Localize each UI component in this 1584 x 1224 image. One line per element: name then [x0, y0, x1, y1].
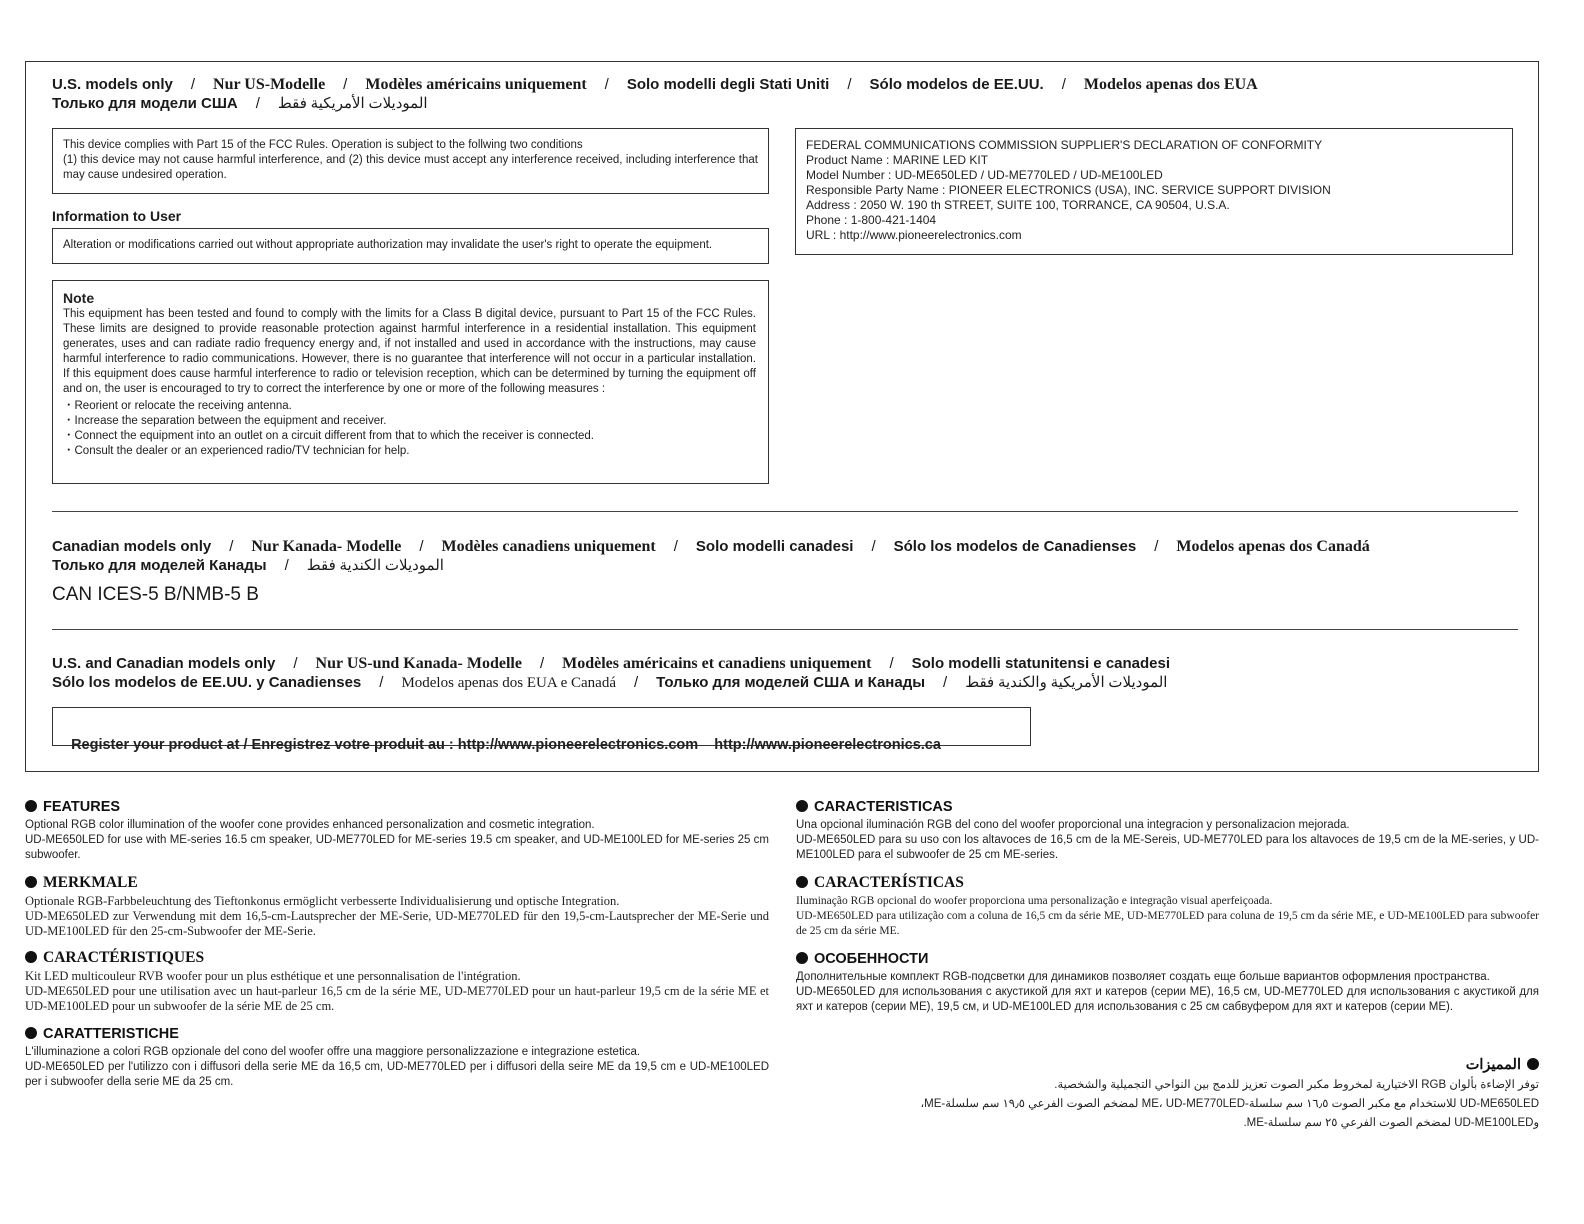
- us-label-it: Solo modelli degli Stati Uniti: [626, 76, 830, 93]
- section-text: توفر الإضاءة بألوان RGB الاختيارية لمخروط مكبر الصوت تعزيز للدمج بين النواحي التجميلية والشخصية.: [1054, 1079, 1539, 1091]
- usca-models-header-line1: [52, 654, 1170, 673]
- register-product-box: [52, 707, 1031, 753]
- bullet-dot-icon: [796, 952, 808, 964]
- ca-label-de: Nur Kanada- Modelle: [251, 538, 402, 555]
- ca-label-fr: Modèles canadiens uniquement: [441, 538, 656, 555]
- section-text: UD-ME650LED para su uso con los altavoces de 16,5 cm de la ME-Sereis, UD-ME770LED para los altavoces de 19,5 cm de la ME-series, y UD-ME100LED para el subwoofer de 25 cm ME-series.: [796, 834, 1539, 861]
- features-fr: [25, 949, 769, 1014]
- section-text: وUD-ME100LED لمضخم الصوت الفرعي ٢٥ سم سلسلة-ME.: [1243, 1117, 1539, 1129]
- section-title: CARACTÉRISTIQUES: [43, 949, 205, 966]
- separator: /: [1061, 76, 1066, 93]
- ca-models-header-line2: [52, 556, 444, 576]
- section-title: CARACTERISTICAS: [814, 799, 953, 815]
- separator: /: [343, 76, 348, 93]
- ices-compliance-label: CAN ICES-5 B/NMB-5 B: [52, 584, 259, 605]
- separator: /: [190, 76, 196, 93]
- usca-label-it: Solo modelli statunitensi e canadesi: [911, 655, 1171, 672]
- note-box: [52, 280, 769, 484]
- section-text: Дополнительные комплект RGB-подсветки для динамиков позволяет создать еще больше вариантов оформления пространства.: [796, 971, 1490, 983]
- sdoc-responsible-party: Responsible Party Name : PIONEER ELECTRONICS (USA), INC. SERVICE SUPPORT DIVISION: [806, 183, 1331, 197]
- usca-label-ru: Только для моделей США и Канады: [656, 674, 926, 691]
- us-label-es: Sólo modelos de EE.UU.: [869, 76, 1044, 93]
- bullet-dot-icon: [1527, 1058, 1539, 1070]
- usca-label-pt: Modelos apenas dos EUA e Canadá: [401, 675, 616, 691]
- section-text: UD-ME650LED для использования с акустикой для яхт и катеров (серии ME), 16,5 см, UD-ME770LED для использования с акустикой для яхт и катеров (серии ME), 19,5 см, и UD-ME100LED для использования с 25 см сабвуфером для яхт и катеров (серии ME).: [796, 986, 1539, 1013]
- section-title: MERKMALE: [43, 874, 138, 891]
- features-de: [25, 874, 769, 939]
- features-pt: [796, 874, 1539, 939]
- features-es: [796, 798, 1539, 863]
- separator: /: [255, 95, 260, 112]
- separator: /: [419, 538, 424, 555]
- sdoc-product-name: Product Name : MARINE LED KIT: [806, 153, 989, 167]
- fcc-compliance-box: [52, 128, 769, 194]
- us-label-ar: الموديلات الأمريكية فقط: [277, 96, 428, 112]
- separator: /: [284, 557, 289, 574]
- section-text: UD-ME650LED pour une utilisation avec un haut-parleur 16,5 cm de la série ME, UD-ME770LED pour un haut-parleur 19,5 cm de la série ME et UD-ME100LED pour un subwoofer de la série ME de 25 cm.: [25, 984, 769, 1013]
- section-text: UD-ME650LED for use with ME-series 16.5 cm speaker, UD-ME770LED for ME-series 19.5 cm speaker, and UD-ME100LED for ME-series 25 cm subwoofer.: [25, 834, 769, 861]
- section-text: UD-ME650LED zur Verwendung mit dem 16,5-cm-Lautsprecher der ME-Serie, UD-ME770LED für den 19,5-cm-Lautsprecher der ME-Serie und UD-ME100LED für den 25-cm-Subwoofer der ME-Serie.: [25, 909, 769, 938]
- features-en: [25, 798, 769, 863]
- section-text: L'illuminazione a colori RGB opzionale del cono del woofer offre una maggiore personalizzazione e integrazione estetica.: [25, 1046, 641, 1058]
- ca-label-pt: Modelos apenas dos Canadá: [1176, 538, 1370, 555]
- ca-label-it: Solo modelli canadesi: [695, 538, 854, 555]
- usca-label-en: U.S. and Canadian models only: [52, 655, 276, 672]
- section-text: Optionale RGB-Farbbeleuchtung des Tieftonkonus ermöglicht verbesserte Individualisierung und optische Integration.: [25, 894, 620, 908]
- bullet-dot-icon: [25, 876, 37, 888]
- us-models-header-line2: [52, 94, 428, 114]
- us-label-en: U.S. models only: [52, 76, 173, 93]
- us-label-de: Nur US-Modelle: [213, 76, 326, 93]
- divider: [52, 511, 1518, 512]
- section-title: CARACTERÍSTICAS: [814, 874, 964, 891]
- ca-models-header-line1: [52, 537, 1370, 556]
- note-measure-item: ・ Increase the separation between the equipment and receiver.: [63, 414, 756, 429]
- section-text: UD-ME650LED per l'utilizzo con i diffusori della serie ME da 16,5 cm, UD-ME770LED per i diffusori della seire ME da 19,5 cm e UD-ME100LED per i subwoofer della serie ME da 25 cm.: [25, 1061, 769, 1088]
- bullet-dot-icon: [25, 800, 37, 812]
- note-measure-item: ・ Connect the equipment into an outlet on a circuit different from that to which the receiver is connected.: [63, 429, 756, 444]
- us-models-header-line1: [52, 75, 1258, 94]
- note-measure-item: ・ Reorient or relocate the receiving antenna.: [63, 399, 756, 414]
- section-title: المميزات: [1465, 1057, 1521, 1073]
- separator: /: [229, 538, 234, 555]
- separator: /: [604, 76, 609, 93]
- fcc-text-line1: This device complies with Part 15 of the FCC Rules. Operation is subject to the follwing two conditions: [63, 139, 583, 151]
- register-product-link[interactable]: Register your product at / Enregistrez votre produit au : http://www.pioneerelectronics.com http://www.pioneerelectronics.ca: [71, 737, 941, 753]
- features-ar: [796, 1056, 1539, 1133]
- ca-label-ru: Только для моделей Канады: [52, 557, 267, 574]
- usca-label-fr: Modèles américains et canadiens uniquement: [562, 655, 872, 672]
- section-text: Optional RGB color illumination of the woofer cone provides enhanced personalization and cosmetic integration.: [25, 819, 595, 831]
- sdoc-box: [795, 128, 1513, 255]
- bullet-dot-icon: [25, 951, 37, 963]
- sdoc-model-number: Model Number : UD-ME650LED / UD-ME770LED / UD-ME100LED: [806, 168, 1163, 182]
- separator: /: [871, 538, 876, 555]
- bullet-dot-icon: [25, 1027, 37, 1039]
- usca-label-de: Nur US-und Kanada- Modelle: [315, 655, 522, 672]
- usca-models-header-line2: [52, 673, 1167, 693]
- note-measure-item: ・ Consult the dealer or an experienced radio/TV technician for help.: [63, 444, 756, 459]
- ca-label-ar: الموديلات الكندية فقط: [306, 558, 444, 574]
- info-to-user-title: Information to User: [52, 208, 182, 224]
- features-it: [25, 1025, 769, 1090]
- usca-label-es: Sólo los modelos de EE.UU. y Canadienses: [52, 674, 362, 691]
- section-title: ОСОБЕННОСТИ: [814, 951, 929, 967]
- fcc-text-line2: (1) this device may not cause harmful interference, and (2) this device must accept any interference received, including interference that may cause undesired operation.: [63, 154, 758, 181]
- sdoc-address: Address : 2050 W. 190 th STREET, SUITE 100, TORRANCE, CA 90504, U.S.A.: [806, 198, 1230, 212]
- sdoc-phone: Phone : 1-800-421-1404: [806, 213, 937, 227]
- info-to-user-box: [52, 228, 769, 264]
- bullet-dot-icon: [796, 876, 808, 888]
- separator: /: [633, 674, 639, 691]
- separator: /: [539, 655, 545, 672]
- usca-label-ar: الموديلات الأمريكية والكندية فقط: [965, 675, 1168, 691]
- ca-label-es: Sólo los modelos de Canadienses: [893, 538, 1137, 555]
- divider: [52, 629, 1518, 630]
- section-text: Iluminação RGB opcional do woofer proporciona uma personalização e integração visual aperfeiçoada.: [796, 895, 1273, 907]
- separator: /: [943, 674, 948, 691]
- section-text: Kit LED multicouleur RVB woofer pour un plus esthétique et une personnalisation de l'intégration.: [25, 969, 521, 983]
- separator: /: [889, 655, 894, 672]
- section-title: FEATURES: [43, 799, 121, 815]
- features-ru: [796, 950, 1539, 1015]
- us-label-ru: Только для модели США: [52, 95, 238, 112]
- separator: /: [293, 655, 298, 672]
- separator: /: [1154, 538, 1159, 555]
- note-text: This equipment has been tested and found to comply with the limits for a Class B digital device, pursuant to Part 15 of the FCC Rules. These limits are designed to provide reasonable protection against harmful interference in a residential installation. This equipment generates, uses and can radiate radio frequency energy and, if not installed and used in accordance with the instructions, may cause harmful interference to radio communications. However, there is no guarantee that interference will not occur in a particular installation. If this equipment does cause harmful interference to radio or television reception, which can be determined by turning the equipment off and on, the user is encouraged to try to correct the interference by one or more of the following measures :: [63, 308, 756, 395]
- section-text: UD-ME650LED para utilização com a coluna de 16,5 cm da série ME, UD-ME770LED para coluna de 19,5 cm da série ME, e UD-ME100LED para subwoofer de 25 cm da série ME.: [796, 910, 1539, 937]
- separator: /: [673, 538, 678, 555]
- sdoc-title: FEDERAL COMMUNICATIONS COMMISSION SUPPLIER'S DECLARATION OF CONFORMITY: [806, 138, 1323, 152]
- us-label-fr: Modèles américains uniquement: [365, 76, 587, 93]
- bullet-dot-icon: [796, 800, 808, 812]
- info-to-user-text: Alteration or modifications carried out without appropriate authorization may invalidate the user's right to operate the equipment.: [63, 239, 713, 251]
- us-label-pt: Modelos apenas dos EUA: [1083, 76, 1258, 93]
- note-measures-list: [63, 399, 756, 459]
- note-title: Note: [63, 290, 95, 306]
- separator: /: [847, 76, 852, 93]
- ca-label-en: Canadian models only: [52, 538, 212, 555]
- sdoc-url: URL : http://www.pioneerelectronics.com: [806, 228, 1022, 242]
- section-text: UD-ME650LED للاستخدام مع مكبر الصوت ١٦٫٥ سم سلسلة-ME، UD-ME770LED لمضخم الصوت الفرعي ١٩٫٥ سم سلسلة-ME،: [920, 1098, 1539, 1110]
- section-text: Una opcional iluminación RGB del cono del woofer proporcional una integracion y personalizacion mejorada.: [796, 819, 1350, 831]
- separator: /: [379, 674, 384, 691]
- section-title: CARATTERISTICHE: [43, 1026, 179, 1042]
